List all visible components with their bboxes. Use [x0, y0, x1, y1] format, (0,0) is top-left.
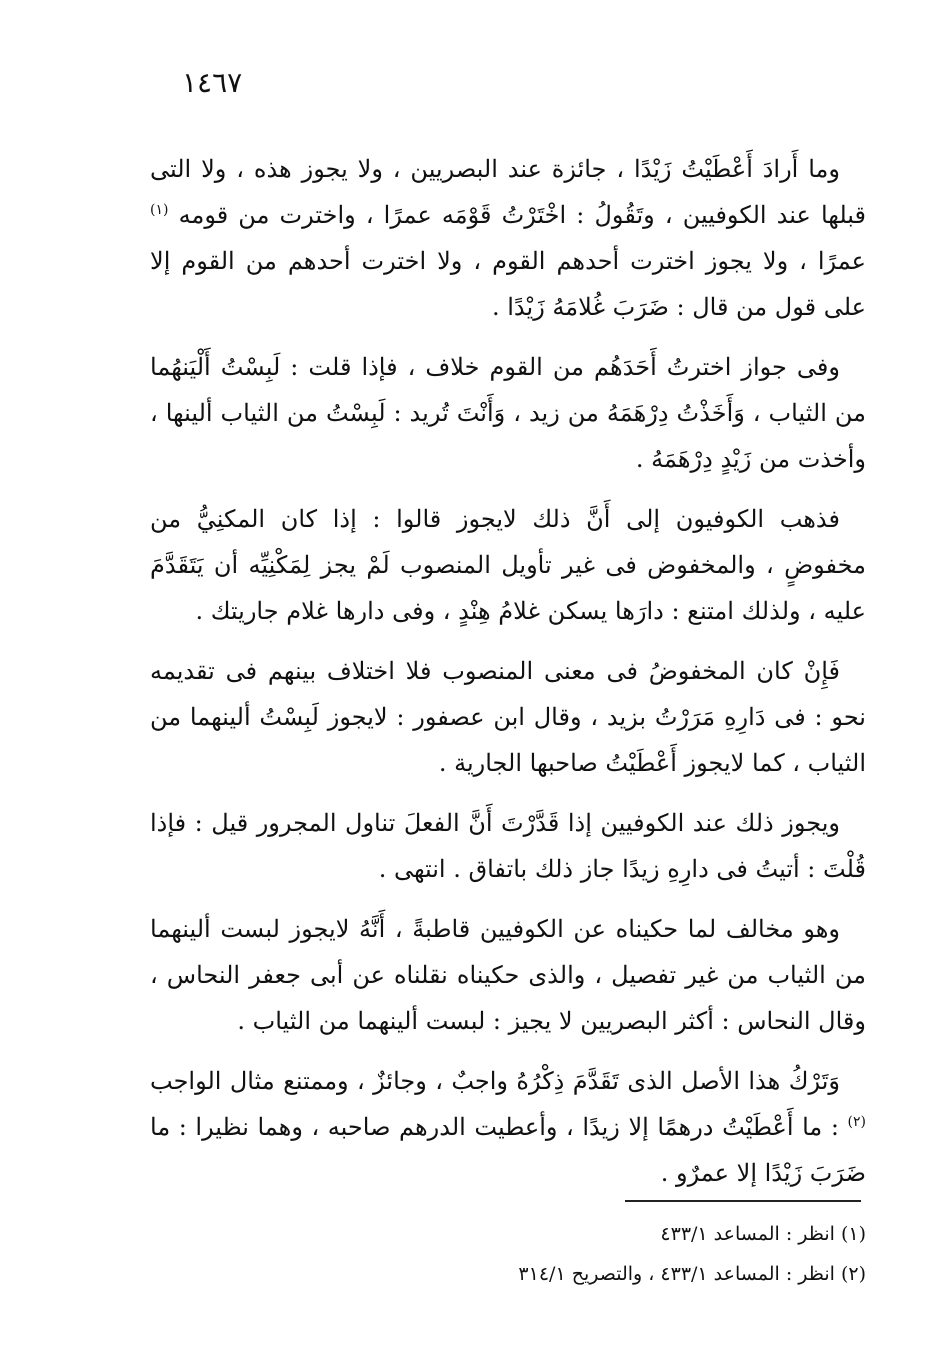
- footnote-reference[interactable]: (١): [150, 202, 169, 218]
- footnote-item: (٢) انظر : المساعد ٤٣٣/١ ، والتصريح ٣١٤/١: [518, 1263, 866, 1285]
- paragraph: ويجوز ذلك عند الكوفيين إذا قَدَّرْتَ أَنَّ الفعلَ تناول المجرور قيل : فإذا قُلْتَ : أتيتُ فى دارِهِ زيدًا جاز ذلك باتفاق . انتهى .: [150, 809, 866, 883]
- footnotes: [400, 1214, 866, 1294]
- paragraph: وفى جواز اخترتُ أَحَدَهُم من القوم خلاف ، فإذا قلت : لَبِسْتُ أَلْيَنهُما من الثياب ، وَأَخَذْتُ دِرْهَمَهُ من زيد ، وَأَنْتَ تُريد : لَبِسْتُ من الثياب ألينها ، وأخذت من زَيْدٍ دِرْهَمَهُ .: [150, 353, 866, 473]
- paragraph-text: وَتَرْكُ هذا الأصل الذى تَقَدَّمَ ذِكْرُهُ واجبٌ ، وجائزٌ ، وممتنع مثال الواجب: [150, 1067, 840, 1095]
- footnote-reference[interactable]: (٢): [847, 1114, 866, 1130]
- paragraph-text: : ما أَعْطَيْتُ درهمًا إلا زيدًا ، وأعطيت الدرهم صاحبه ، وهما نظيرا : ما ضَرَبَ زَيْدًا إلا عمرٌو .: [150, 1113, 866, 1187]
- paragraph-text: عمرًا ، ولا يجوز اخترت أحدهم القوم ، ولا اخترت أحدهم من القوم إلا على قول من قال : ضَرَبَ غُلامَهُ زَيْدًا .: [150, 247, 866, 321]
- footnote-separator: [625, 1200, 861, 1202]
- page-number: ١٤٦٧: [182, 66, 243, 99]
- footnote-item: (١) انظر : المساعد ٤٣٣/١: [660, 1223, 866, 1245]
- paragraph-text: وما أَرادَ أَعْطَيْتُ زَيْدًا ، جائزة عند البصريين ، ولا يجوز هذه ، ولا التى قبلها عند الكوفيين ، وتَقُولُ : اخْتَرْتُ قَوْمَه عمرًا ، واخترت من قومه: [150, 155, 866, 229]
- paragraph: [150, 1058, 866, 1196]
- paragraph: وهو مخالف لما حكيناه عن الكوفيين قاطبةً ، أَنَّهُ لايجوز لبست ألينهما من الثياب من غير تفصيل ، والذى حكيناه نقلناه عن أبى جعفر النحاس ، وقال النحاس : أكثر البصريين لا يجيز : لبست ألينهما من الثياب .: [150, 915, 866, 1035]
- paragraph: [150, 146, 866, 330]
- paragraph: فذهب الكوفيون إلى أَنَّ ذلك لايجوز قالوا : إذا كان المكنِيُّ من مخفوضٍ ، والمخفوض فى غير تأويل المنصوب لَمْ يجز لِمَكْنِيِّه أن يَتَقَدَّمَ عليه ، ولذلك امتنع : دارَها يسكن غلامُ هِنْدٍ ، وفى دارها غلام جاريتك .: [150, 505, 866, 625]
- paragraph: فَإِنْ كان المخفوضُ فى معنى المنصوب فلا اختلاف بينهم فى تقديمه نحو : فى دَارِهِ مَرَرْتُ بزيد ، وقال ابن عصفور : لايجوز لَبِسْتُ ألينهما من الثياب ، كما لايجوز أَعْطَيْتُ صاحبها الجارية .: [150, 657, 866, 777]
- main-text: [150, 146, 866, 1210]
